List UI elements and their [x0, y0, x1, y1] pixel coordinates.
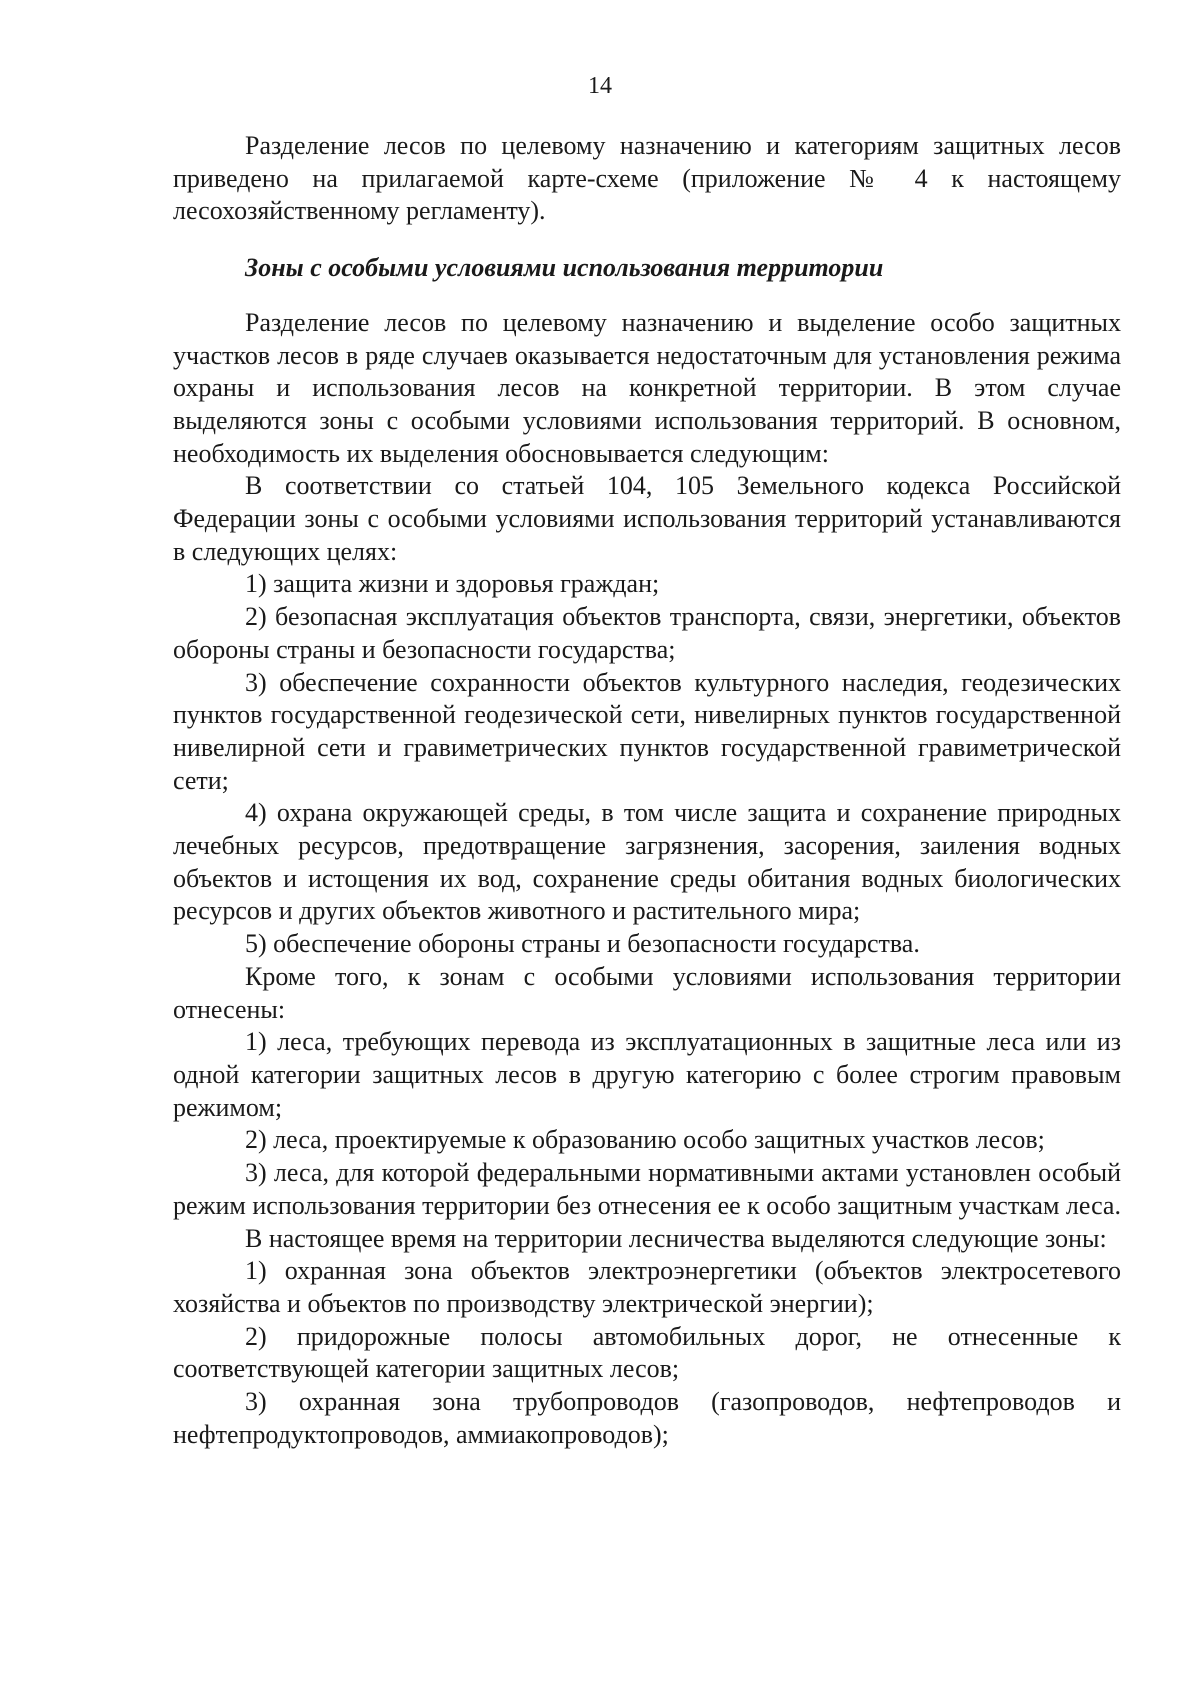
list-item: 1) охранная зона объектов электроэнергетики (объектов электросетевого хозяйства и объектов по производству электрической энергии); — [173, 1256, 1121, 1318]
list-item: 3) обеспечение сохранности объектов культурного наследия, геодезических пунктов государственной геодезической сети, нивелирных пунктов государственной нивелирной сети и гравиметрических пунктов государственной гравиметрической сети; — [173, 667, 1121, 795]
list-item: 2) леса, проектируемые к образованию особо защитных участков лесов; — [245, 1125, 1045, 1155]
list-item: 3) леса, для которой федеральными нормативными актами установлен особый режим использования территории без отнесения ее к особо защитным участкам леса. — [173, 1158, 1121, 1220]
list-item: 4) охрана окружающей среды, в том числе защита и сохранение природных лечебных ресурсов, предотвращение загрязнения, засорения, заиления водных объектов и истощения их вод, сохранение среды обитания водных биологических ресурсов и других объектов животного и растительного мира; — [173, 798, 1121, 926]
body-paragraph: В соответствии со статьей 104, 105 Земельного кодекса Российской Федерации зоны с особыми условиями использования территорий устанавливаются в следующих целях: — [173, 471, 1121, 566]
intro-paragraph: Разделение лесов по целевому назначению и категориям защитных лесов приведено на прилагаемой карте-схеме (приложение № 4 к настоящему лесохозяйственному регламенту). — [173, 131, 1121, 226]
body-paragraph: Кроме того, к зонам с особыми условиями использования территории отнесены: — [173, 961, 1121, 1024]
section-title: Зоны с особыми условиями использования территории — [245, 253, 884, 283]
list-item: 2) придорожные полосы автомобильных дорог, не отнесенные к соответствующей категории защитных лесов; — [173, 1321, 1121, 1384]
list-item: 2) безопасная эксплуатация объектов транспорта, связи, энергетики, объектов обороны страны и безопасности государства; — [173, 602, 1121, 664]
list-item: 1) леса, требующих перевода из эксплуатационных в защитные леса или из одной категории защитных лесов в другую категорию с более строгим правовым режимом; — [173, 1027, 1121, 1122]
list-item: 1) защита жизни и здоровья граждан; — [245, 569, 660, 599]
list-item: 3) охранная зона трубопроводов (газопроводов, нефтепроводов и нефтепродуктопроводов, аммиакопроводов); — [173, 1387, 1121, 1449]
body-paragraph: Разделение лесов по целевому назначению и выделение особо защитных участков лесов в ряде случаев оказывается недостаточным для установления режима охраны и использования лесов на конкретной территории. В этом случае выделяются зоны с особыми условиями использования территорий. В основном, необходимость их выделения обосновывается следующим: — [173, 307, 1121, 468]
page-number: 14 — [588, 73, 612, 99]
document-body — [173, 130, 1121, 1451]
body-paragraph: В настоящее время на территории лесничества выделяются следующие зоны: — [245, 1223, 1107, 1253]
list-item: 5) обеспечение обороны страны и безопасности государства. — [245, 929, 920, 959]
